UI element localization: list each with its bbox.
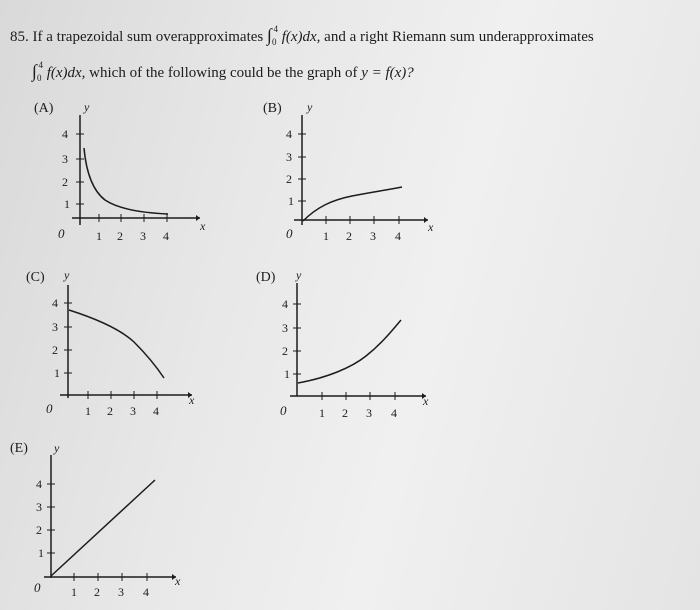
y-tick-4: 4 (286, 127, 292, 141)
choice-e-label: (E) (10, 441, 28, 456)
y-tick-3: 3 (286, 150, 292, 164)
choice-b-label: (B) (263, 101, 282, 116)
x-tick-3: 3 (130, 404, 136, 418)
x-tick-1: 1 (85, 404, 91, 418)
x-tick-3: 3 (140, 229, 146, 243)
y-tick-3: 3 (282, 321, 288, 335)
y-axis-label: y (54, 441, 60, 455)
y-tick-2: 2 (52, 343, 58, 357)
x-tick-2: 2 (346, 229, 352, 243)
y-tick-3: 3 (36, 500, 42, 514)
y-tick-2: 2 (282, 344, 288, 358)
y-axis-label: y (84, 100, 90, 114)
choice-a-graph (50, 100, 210, 250)
question-text-a: If a trapezoidal sum overapproximates (32, 29, 264, 45)
y-axis-label: y (64, 268, 70, 282)
axes-d (290, 283, 426, 400)
y-tick-3: 3 (62, 152, 68, 166)
origin-label: 0 (46, 401, 53, 416)
x-axis-label: x (423, 394, 429, 408)
x-axis-label: x (200, 219, 206, 233)
x-tick-2: 2 (117, 229, 123, 243)
x-tick-4: 4 (153, 404, 159, 418)
question-line-1 (10, 22, 594, 51)
choice-a-label: (A) (34, 101, 54, 116)
x-tick-1: 1 (319, 406, 325, 420)
integral-lower-1: 0 (271, 37, 277, 47)
x-tick-4: 4 (163, 229, 169, 243)
origin-label: 0 (280, 403, 287, 418)
y-axis-label: y (296, 268, 302, 282)
y-tick-4: 4 (282, 297, 288, 311)
choice-d-label: (D) (256, 270, 276, 285)
curve-d (298, 320, 401, 383)
choice-c-graph (34, 270, 199, 420)
x-axis-label: x (189, 393, 195, 407)
y-tick-1: 1 (288, 194, 294, 208)
integral-lower-2: 0 (36, 73, 42, 83)
x-tick-4: 4 (395, 229, 401, 243)
x-tick-4: 4 (143, 585, 149, 599)
y-axis-label: y (307, 100, 313, 114)
question-number: 85. (10, 29, 29, 45)
y-tick-4: 4 (52, 296, 58, 310)
axes-a (72, 115, 200, 225)
origin-label: 0 (58, 226, 65, 241)
question-line-2 (32, 58, 414, 87)
x-tick-2: 2 (107, 404, 113, 418)
choice-c-label: (C) (26, 270, 45, 285)
x-tick-1: 1 (323, 229, 329, 243)
x-tick-4: 4 (391, 406, 397, 420)
question-text-b: and a right Riemann sum underapproximates (324, 29, 594, 45)
choice-e-graph (20, 440, 190, 600)
y-tick-1: 1 (284, 367, 290, 381)
x-tick-3: 3 (366, 406, 372, 420)
question-text-c: which of the following could be the graph of (89, 65, 358, 81)
x-tick-3: 3 (370, 229, 376, 243)
x-tick-1: 1 (71, 585, 77, 599)
x-axis-label: x (175, 574, 181, 588)
curve-e (51, 480, 155, 576)
curve-a (84, 148, 168, 214)
axes-c (60, 285, 192, 399)
choice-b-graph (272, 100, 442, 250)
axes-e (44, 455, 176, 581)
axes-b (294, 115, 428, 225)
curve-c (69, 310, 164, 378)
origin-label: 0 (34, 580, 41, 595)
integrand-2: f(x)dx, (46, 65, 86, 81)
x-tick-2: 2 (342, 406, 348, 420)
integral-sign-1: ∫ (267, 25, 272, 45)
y-tick-2: 2 (286, 172, 292, 186)
y-tick-2: 2 (62, 175, 68, 189)
x-tick-1: 1 (96, 229, 102, 243)
y-tick-4: 4 (36, 477, 42, 491)
choice-d-graph (266, 268, 436, 418)
y-tick-1: 1 (38, 546, 44, 560)
y-tick-1: 1 (64, 197, 70, 211)
y-tick-3: 3 (52, 320, 58, 334)
x-tick-2: 2 (94, 585, 100, 599)
curve-b (303, 187, 402, 221)
x-tick-3: 3 (118, 585, 124, 599)
x-axis-label: x (428, 220, 434, 234)
integrand-1: f(x)dx, (281, 29, 321, 45)
y-tick-2: 2 (36, 523, 42, 537)
integral-upper-2: 4 (38, 60, 43, 70)
y-tick-4: 4 (62, 127, 68, 141)
integral-upper-1: 4 (273, 24, 278, 34)
question-equation: y = f(x)? (361, 65, 414, 81)
origin-label: 0 (286, 226, 293, 241)
integral-sign-2: ∫ (32, 61, 37, 81)
y-tick-1: 1 (54, 366, 60, 380)
